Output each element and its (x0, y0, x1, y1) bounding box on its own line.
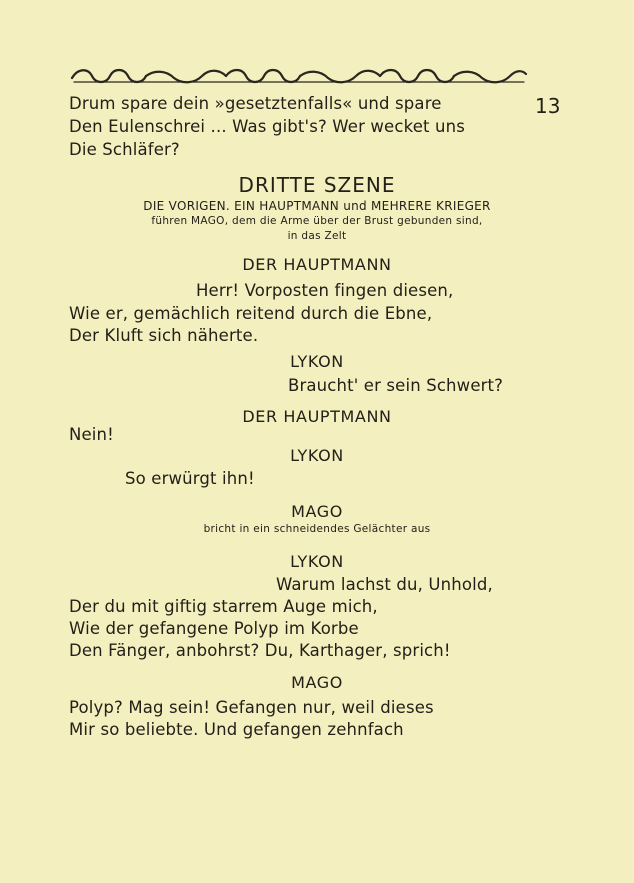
stage-direction: bricht in ein schneidendes Gelächter aus (203, 523, 431, 535)
speaker-name: MAGO (291, 502, 343, 521)
stage-direction: in das Zelt (287, 230, 347, 242)
speaker-name: MAGO (291, 673, 343, 692)
verse-line: Der Kluft sich näherte. (69, 326, 259, 345)
speaker-name: DER HAUPTMANN (242, 407, 392, 426)
verse-line: Wie der gefangene Polyp im Korbe (69, 619, 359, 638)
verse-line: Warum lachst du, Unhold, (276, 575, 493, 594)
verse-line: Drum spare dein »gesetztenfalls« und spare (69, 94, 442, 113)
verse-line: Mir so beliebte. Und gefangen zehnfach (69, 720, 404, 739)
verse-line: So erwürgt ihn! (125, 469, 255, 488)
verse-line: Wie er, gemächlich reitend durch die Ebne, (69, 304, 433, 323)
scene-title: DRITTE SZENE (238, 173, 396, 197)
verse-line: Den Eulenschrei ... Was gibt's? Wer wecket uns (69, 117, 465, 136)
page-number: 13 (535, 94, 561, 118)
verse-line: Die Schläfer? (69, 140, 180, 159)
stage-direction: führen MAGO, dem die Arme über der Brust gebunden sind, (151, 215, 483, 227)
speaker-name: DER HAUPTMANN (242, 255, 392, 274)
verse-line: Nein! (69, 425, 114, 444)
verse-line: Braucht' er sein Schwert? (288, 376, 504, 395)
verse-line: Herr! Vorposten fingen diesen, (196, 281, 454, 300)
verse-line: Den Fänger, anbohrst? Du, Karthager, sprich! (69, 641, 451, 660)
speaker-name: LYKON (290, 352, 344, 371)
stage-direction: DIE VORIGEN. EIN HAUPTMANN und MEHRERE KRIEGER (143, 199, 491, 213)
verse-line: Polyp? Mag sein! Gefangen nur, weil dieses (69, 698, 434, 717)
speaker-name: LYKON (290, 446, 344, 465)
verse-line: Der du mit giftig starrem Auge mich, (69, 597, 378, 616)
ornamental-border-icon (70, 66, 528, 88)
speaker-name: LYKON (290, 552, 344, 571)
